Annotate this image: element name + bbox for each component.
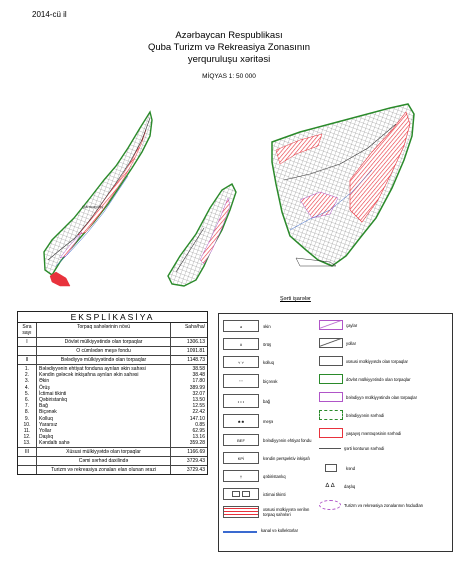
legend-item-turizm-hududu xyxy=(319,500,449,510)
list-area: 38.48 xyxy=(192,372,205,379)
legend-item-yollar xyxy=(319,338,356,348)
legend-item-bicenek xyxy=(223,374,277,388)
list-area: 32.07 xyxy=(192,390,205,397)
legend-item-belediyye-mulkiyyeti xyxy=(319,392,417,402)
legend-label: bələdiyyənin ehtiyat fondu xyxy=(263,437,312,443)
row-area: 1166.69 xyxy=(187,449,205,456)
list-type: Əkin xyxy=(39,378,50,385)
map-legend xyxy=(218,313,453,552)
list-type: Yollar xyxy=(39,427,52,434)
explikasiya-table xyxy=(17,311,208,475)
row-no xyxy=(18,457,37,465)
legend-label: bağ xyxy=(263,398,270,404)
river-symbol xyxy=(319,320,343,330)
legend-heading: Şərti işarələr xyxy=(280,296,311,302)
row-type: Cəmi sərhəd daxilində xyxy=(37,457,171,465)
land-use-map xyxy=(0,80,458,295)
legend-label: qəbiristanlıq xyxy=(263,473,286,479)
row-no xyxy=(18,347,37,355)
mese-symbol: ♣ ♣ xyxy=(223,414,259,428)
legend-item-kend xyxy=(319,464,355,472)
legend-label: çaylar xyxy=(346,322,358,328)
col-header-area: Sahə/ha/ xyxy=(184,324,205,330)
legend-label: xüsusi mülkiyyətə verilən torpaq sahələri xyxy=(263,507,310,517)
legend-label: şərti konturun sərhədi xyxy=(344,446,385,451)
legend-label: daşlıq xyxy=(344,483,356,489)
list-no-column xyxy=(18,365,37,447)
list-type: Bağ xyxy=(39,403,48,410)
legend-item-kontur xyxy=(319,446,384,451)
legend-label: kolluq xyxy=(263,359,274,365)
list-type: Örüş xyxy=(39,384,50,391)
list-no: 2. xyxy=(24,372,30,379)
legend-item-yasayis xyxy=(319,428,401,438)
table-row xyxy=(18,338,207,347)
private-land-symbol xyxy=(319,356,343,366)
list-no: 5. xyxy=(24,390,30,397)
row-no: II xyxy=(18,356,37,364)
row-type: Dövlət mülkiyyətində olan torpaqlar xyxy=(37,338,171,346)
list-area: 17.80 xyxy=(192,378,205,385)
legend-item-qebiristanliq xyxy=(223,470,286,482)
legend-label: dövlət mülkiyyətində olan torpaqlar xyxy=(346,376,411,382)
row-no: III xyxy=(18,448,37,456)
ekin-symbol: ə xyxy=(223,320,259,332)
road-symbol xyxy=(319,338,343,348)
table-row-municipal-breakdown xyxy=(18,365,207,448)
row-area: 1091.81 xyxy=(186,348,205,354)
list-area: 38.58 xyxy=(192,366,205,372)
list-area-column xyxy=(171,365,207,447)
list-type: Yararsız xyxy=(39,421,58,428)
table-row xyxy=(18,457,207,466)
table-row xyxy=(18,448,207,457)
legend-item-bef xyxy=(223,434,311,446)
year-label: 2014-cü il xyxy=(32,10,67,19)
list-type: Kolluq xyxy=(39,415,53,422)
territory-west xyxy=(44,112,152,286)
col-header-no: Sıra sayı xyxy=(18,323,37,337)
list-type: Biçənək xyxy=(39,409,57,416)
legend-item-orus xyxy=(223,338,271,350)
legend-label: yollar xyxy=(346,340,357,346)
legend-item-belediyye-serhedi xyxy=(319,410,384,420)
legend-item-xususi-verilen xyxy=(223,506,315,518)
legend-item-caylar xyxy=(319,320,357,330)
row-type: Bələdiyyə mülkiyyətində olan torpaqlar xyxy=(37,356,171,364)
legend-item-ekin xyxy=(223,320,271,332)
settlement-border-symbol xyxy=(319,428,343,438)
legend-label: kənd xyxy=(346,465,356,471)
table-row xyxy=(18,356,207,365)
legend-item-bag xyxy=(223,394,270,408)
legend-label: Turizm və rekreasiya zonalarının hüdudları xyxy=(344,502,424,508)
legend-label: örüş xyxy=(263,341,272,347)
list-no: 6. xyxy=(24,396,30,403)
building-symbol xyxy=(223,488,259,500)
list-area: 62.95 xyxy=(192,427,205,434)
list-type: Kəndin gələcək inkişafına ayrılan əkin sahəsi xyxy=(39,372,139,379)
list-type: Qəbiristanlıq xyxy=(39,396,68,403)
list-no: 12. xyxy=(23,434,31,441)
row-no xyxy=(18,466,37,474)
settlement-label: Qaraçayçay xyxy=(82,204,104,209)
list-no: 7. xyxy=(24,403,30,410)
bag-symbol: • • • xyxy=(223,394,259,408)
list-area: 13.50 xyxy=(192,396,205,403)
explikasiya-title: EKSPLİKASİYA xyxy=(18,312,207,323)
col-header-type: Torpaq sahələrinin növü xyxy=(37,323,171,337)
legend-item-kolluq xyxy=(223,356,274,368)
territory-center xyxy=(168,184,236,286)
row-type: O cümlədən meşə fondu xyxy=(37,347,171,355)
map-title-line2: Quba Turizm və Rekreasiya Zonasının xyxy=(147,42,311,53)
list-area: 389.99 xyxy=(189,384,205,391)
territory-east xyxy=(272,104,414,266)
private-transfer-symbol xyxy=(223,506,259,518)
legend-label: kəndin perspektiv inkişafı xyxy=(263,455,310,461)
municipal-border-symbol xyxy=(319,410,343,420)
village-symbol xyxy=(325,464,337,472)
list-type: Kəndaltı sahə xyxy=(39,440,70,447)
legend-item-ictimai-tikinti xyxy=(223,488,286,500)
table-row xyxy=(18,347,207,356)
list-area: 147.10 xyxy=(189,415,205,422)
list-no: 9. xyxy=(24,415,30,422)
list-area: 359.28 xyxy=(189,440,205,447)
list-area: 0.85 xyxy=(195,421,205,428)
legend-label: biçənək xyxy=(263,378,278,384)
map-title-line1: Azərbaycan Respublikası xyxy=(175,30,283,41)
row-no: I xyxy=(18,338,37,346)
row-type: Xüsusi mülkiyyətdə olan torpaqlar xyxy=(37,448,171,456)
row-type: Turizm və rekreasiya zonaları elan olunan ərazi xyxy=(37,466,171,474)
row-area: 3729.43 xyxy=(186,467,205,474)
row-area: 1148.73 xyxy=(187,357,205,363)
list-type-column xyxy=(37,365,171,447)
bicenek-symbol: " " xyxy=(223,374,259,388)
list-no: 8. xyxy=(24,409,30,416)
zone-boundary-symbol xyxy=(319,500,341,510)
list-area: 22.42 xyxy=(192,409,205,416)
legend-item-mese xyxy=(223,414,273,428)
legend-item-dovlet xyxy=(319,374,410,384)
list-no: 10. xyxy=(23,421,31,428)
map-title-line3: yerquruluşu xəritəsi xyxy=(187,54,271,65)
legend-item-xususi xyxy=(319,356,408,366)
canal-symbol xyxy=(223,531,257,533)
list-area: 13.16 xyxy=(192,434,205,441)
list-no: 11. xyxy=(23,427,31,434)
cross-icon: † xyxy=(223,470,259,482)
row-area: 1306.13 xyxy=(186,339,205,345)
legend-label: bələdiyyə mülkiyyətində olan torpaqlar xyxy=(346,394,417,400)
list-type: İctimai tikinti xyxy=(39,390,67,397)
legend-label: əkin xyxy=(263,323,271,329)
legend-label: yaşayış məntəqəsinin sərhədi xyxy=(346,430,402,436)
map-scale: MİQYAS 1: 50 000 xyxy=(202,73,256,80)
legend-label: ictimai tikinti xyxy=(263,491,286,497)
list-no: 4. xyxy=(24,384,30,391)
legend-item-kpi xyxy=(223,452,310,464)
list-type: Bələdiyyənin ehtiyat fonduna ayrılan əkin sahəsi xyxy=(39,366,146,372)
table-row xyxy=(18,466,207,474)
kpi-symbol: KPİ xyxy=(223,452,259,464)
legend-label: kanal və kollektorlar xyxy=(261,528,299,533)
stone-symbol: ∆ ∆ xyxy=(325,483,335,489)
list-no: 3. xyxy=(24,378,30,385)
legend-item-kanal xyxy=(223,528,298,533)
kolluq-symbol: ˅ ˅ xyxy=(223,356,259,368)
list-no: 1. xyxy=(24,366,30,372)
legend-item-dasliq xyxy=(319,482,355,490)
list-type: Daşlıq xyxy=(39,434,54,441)
state-land-symbol xyxy=(319,374,343,384)
municipal-land-symbol xyxy=(319,392,343,402)
legend-label: meşə xyxy=(263,418,274,424)
list-no: 13. xyxy=(23,440,31,447)
contour-line-symbol xyxy=(319,448,341,449)
list-area: 12.55 xyxy=(192,403,205,410)
bef-symbol: BEF xyxy=(223,434,259,446)
legend-label: bələdiyyənin sərhədi xyxy=(346,412,385,418)
table-header-row xyxy=(18,323,207,338)
orus-symbol: ö xyxy=(223,338,259,350)
row-area: 3729.43 xyxy=(186,458,205,465)
legend-label: xüsusi mülkiyyətdə olan torpaqlar xyxy=(346,358,408,364)
